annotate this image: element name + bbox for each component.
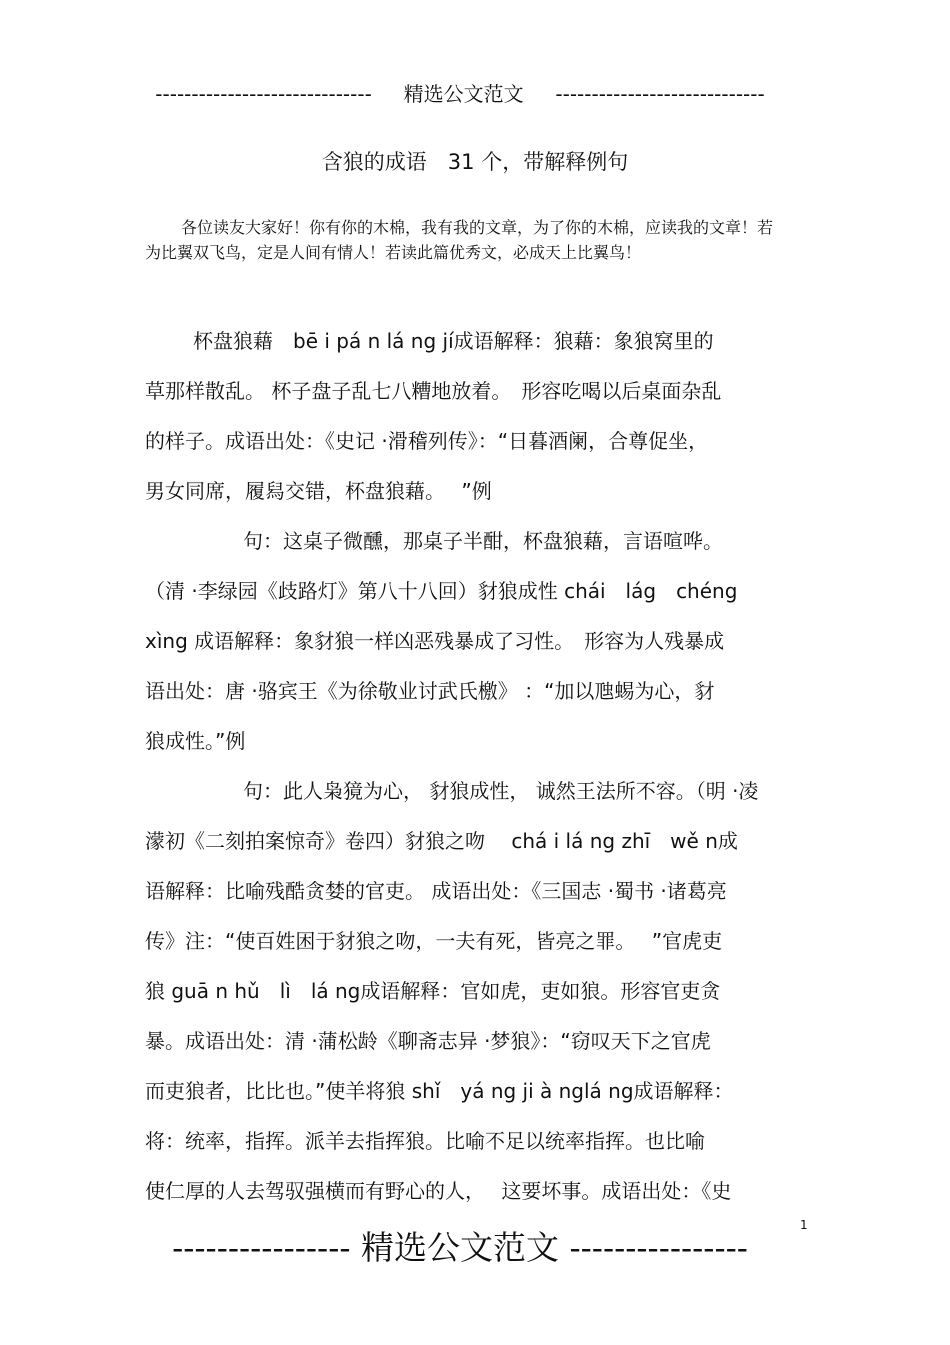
body-line: 语解释：比喻残酷贪婪的官吏。 成语出处：《三国志 ·蜀书 ·诸葛亮 (145, 879, 727, 903)
body-line: 传》注：“使百姓困于豺狼之吻，一夫有死，皆亮之罪。 ”官虎吏 (145, 929, 723, 953)
header-text: 精选公文范文 (403, 82, 524, 106)
body-line: 杯盘狼藉 bē i pá n lá ng jí成语解释：狼藉：象狼窝里的 (193, 329, 714, 353)
intro-paragraph: 各位读友大家好！你有你的木棉，我有我的文章，为了你的木棉，应读我的文章！若为比翼双飞鸟，定是人间有情人！若读此篇优秀文，必成天上比翼鸟！ (145, 218, 774, 262)
body-line: （清 ·李绿园《歧路灯》第八十八回）豺狼成性 chái lág chéng (145, 579, 738, 603)
body-line: 句：这桌子微醺，那桌子半酣，杯盘狼藉，言语喧哗。 (243, 529, 723, 553)
body-line: 草那样散乱。 杯子盘子乱七八糟地放着。 形容吃喝以后桌面杂乱 (145, 379, 722, 403)
body-line: 使仁厚的人去驾驭强横而有野心的人， 这要坏事。成语出处：《史 (145, 1179, 732, 1203)
footer-text: 精选公文范文 (361, 1228, 559, 1267)
page-footer (145, 1222, 775, 1269)
body-line: 狼 guā n hǔ lì lá ng成语解释：官如虎，吏如狼。形容官吏贪 (145, 979, 721, 1003)
body-text (145, 324, 809, 1224)
body-line: 男女同席，履舄交错，杯盘狼藉。 ”例 (145, 479, 492, 503)
body-line: xìng 成语解释：象豺狼一样凶恶残暴成了习性。 形容为人残暴成 (145, 629, 725, 653)
body-line: 濛初《二刻拍案惊奇》卷四）豺狼之吻 chá i lá ng zhī wě n成 (145, 829, 738, 853)
body-line: 而吏狼者，比比也。”使羊将狼 shǐ yá ng ji à nglá ng成语解释： (145, 1079, 734, 1103)
body-line: 的样子。成语出处：《史记 ·滑稽列传》：“日暮酒阑，合尊促坐， (145, 429, 709, 453)
footer-right-rule: ---------------- (569, 1228, 748, 1267)
body-line: 语出处：唐 ·骆宾王《为徐敬业讨武氏檄》 ：“加以虺蜴为心，豺 (145, 679, 715, 703)
header-left-rule: ------------------------------ (155, 82, 372, 106)
body-line: 将：统率，指挥。派羊去指挥狼。比喻不足以统率指挥。也比喻 (145, 1129, 705, 1153)
header-right-rule: ----------------------------- (555, 82, 765, 106)
body-line: 狼成性。”例 (145, 729, 246, 753)
body-line: 暴。成语出处：清 ·蒲松龄《聊斋志异 ·梦狼》：“窃叹天下之官虎 (145, 1029, 711, 1053)
footer-left-rule: ---------------- (172, 1228, 351, 1267)
document-title: 含狼的成语 31 个，带解释例句 (321, 150, 629, 174)
page-header (145, 78, 775, 107)
page-number: 1 (800, 1218, 808, 1232)
body-line: 句：此人枭獍为心， 豺狼成性， 诚然王法所不容。（明 ·凌 (243, 779, 759, 803)
